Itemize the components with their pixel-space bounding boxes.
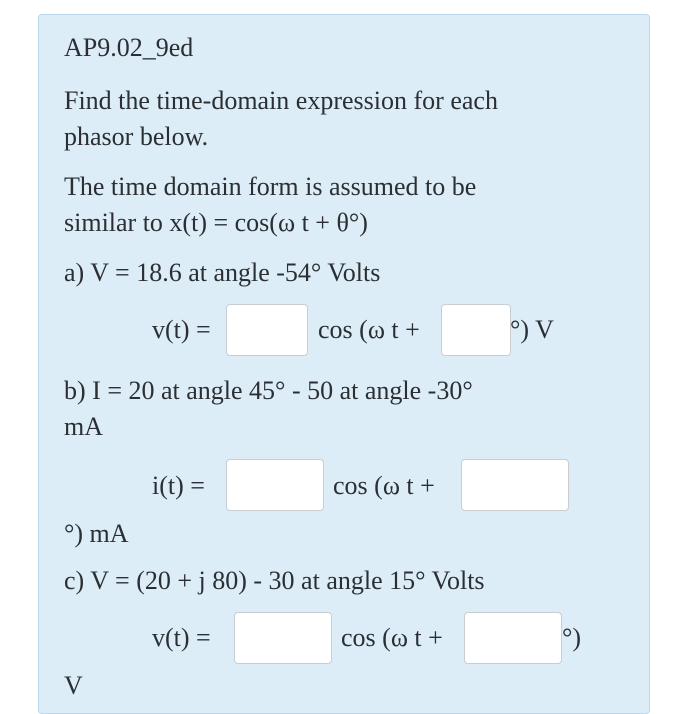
part-c-suffix: °) (562, 623, 582, 652)
part-b-suffix: °) mA (64, 519, 129, 548)
part-b-lhs: i(t) = (152, 471, 205, 500)
part-b-statement-line-1: b) I = 20 at angle 45° - 50 at angle -30° (64, 376, 473, 405)
part-b-cos-text: cos (ω t + (333, 471, 435, 500)
part-a-cos-text: cos (ω t + (318, 315, 420, 344)
part-c-statement: c) V = (20 + j 80) - 30 at angle 15° Volts (64, 566, 485, 595)
part-a-phase-input[interactable] (441, 304, 511, 356)
instruction-line-2: phasor below. (64, 122, 209, 151)
part-b-statement-line-2: mA (64, 412, 103, 441)
part-c-lhs: v(t) = (152, 623, 211, 652)
part-a-lhs: v(t) = (152, 315, 211, 344)
form-line-2: similar to x(t) = cos(ω t + θ°) (64, 208, 368, 237)
part-b-amplitude-input[interactable] (226, 459, 324, 511)
part-b-phase-input[interactable] (461, 459, 569, 511)
part-c-amplitude-input[interactable] (234, 612, 332, 664)
problem-id: AP9.02_9ed (64, 33, 194, 62)
part-a-suffix: °) V (510, 315, 554, 344)
part-c-unit: V (64, 671, 83, 700)
part-c-phase-input[interactable] (464, 612, 562, 664)
instruction-line-1: Find the time-domain expression for each (64, 86, 498, 115)
form-line-1: The time domain form is assumed to be (64, 172, 477, 201)
part-a-statement: a) V = 18.6 at angle -54° Volts (64, 258, 381, 287)
part-a-amplitude-input[interactable] (226, 304, 308, 356)
part-c-cos-text: cos (ω t + (341, 623, 443, 652)
